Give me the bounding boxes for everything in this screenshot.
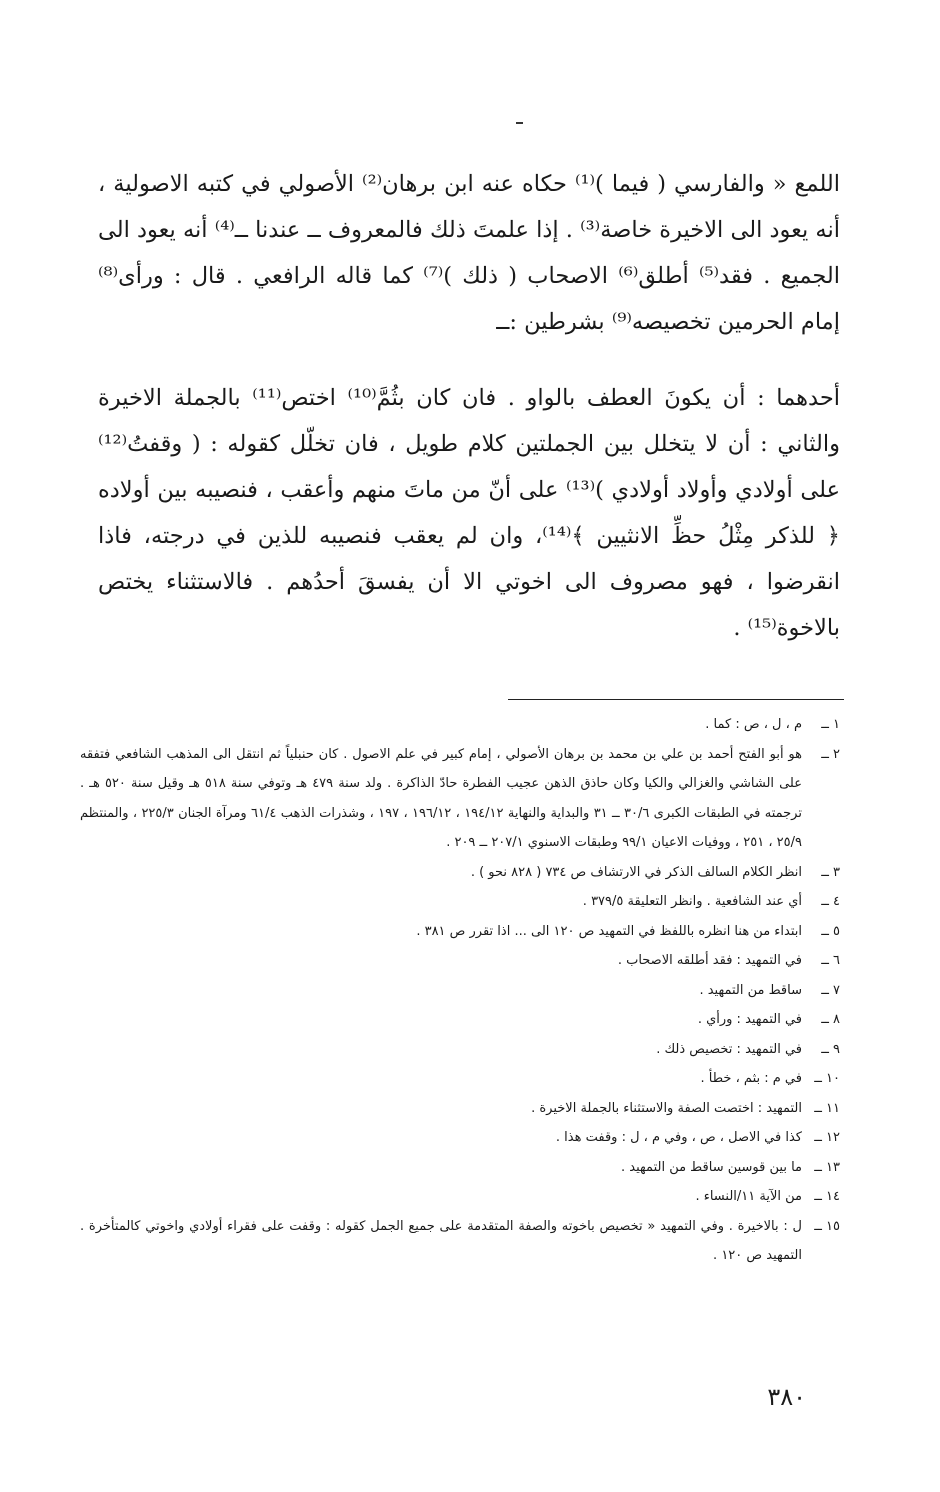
footnote-text: ابتداء من هنا انظره باللفظ في التمهيد ص ١٢٠ الى ... اذا تقرر ص ٣٨١ . xyxy=(416,923,802,939)
ink-mark xyxy=(516,122,523,124)
footnote-number: ٢ ــ xyxy=(821,746,840,762)
footnote xyxy=(80,1123,840,1153)
footnote xyxy=(80,1035,840,1065)
footnote-number: ١٥ ــ xyxy=(814,1218,840,1234)
body-paragraph-1: اللمع « والفارسي ( فيما )⁽¹⁾ حكاه عنه ابن برهان⁽²⁾ الأصولي في كتبه الاصولية ، أنه يعود الى الاخيرة خاصة⁽³⁾ . إذا علمتَ ذلك فالمعروف ــ عندنا ــ⁽⁴⁾ أنه يعود الى الجميع . فقد⁽⁵⁾ أطلق⁽⁶⁾ الاصحاب ( ذلك )⁽⁷⁾ كما قاله الرافعي . قال : ورأى⁽⁸⁾ إمام الحرمين تخصيصه⁽⁹⁾ بشرطين :ــ xyxy=(98,170,840,335)
footnote xyxy=(80,917,840,947)
footnote-text: ما بين قوسين ساقط من التمهيد . xyxy=(621,1159,802,1175)
footnote xyxy=(80,887,840,917)
footnote-number: ٣ ــ xyxy=(821,864,840,880)
footnote-text: ل : بالاخيرة . وفي التمهيد « تخصيص باخوته والصفة المتقدمة على جميع الجمل كقوله : وقفت على فقراء أولادي واخوتي كالمتأخرة . التمهيد ص ١٢٠ . xyxy=(80,1218,802,1263)
footnote xyxy=(80,1212,840,1271)
footnote-text: في التمهيد : ورأي . xyxy=(697,1012,802,1027)
footnote-number: ٧ ــ xyxy=(821,982,840,998)
footnote-text: كذا في الاصل ، ص ، وفي م ، ل : وقفت هذا . xyxy=(555,1130,802,1145)
footnote xyxy=(80,1094,840,1124)
footnote-number: ١ ــ xyxy=(821,717,840,732)
footnote-text: التمهيد : اختصت الصفة والاستثناء بالجملة الاخيرة . xyxy=(531,1100,802,1116)
footnotes-list xyxy=(80,710,840,1271)
footnote-number: ١٤ ــ xyxy=(814,1189,840,1204)
footnote xyxy=(80,1064,840,1094)
footnote-text: من الآية ١١/النساء . xyxy=(695,1189,802,1204)
footnote-text: هو أبو الفتح أحمد بن علي بن محمد بن برهان الأصولي ، إمام كبير في علم الاصول . كان حنبلياً ثم انتقل الى المذهب الشافعي فتفقه على الشاشي والغزالي والكيا وكان حاذق الذهن عجيب الفطرة حادّ الذاكرة . ولد سنة ٤٧٩ هـ وتوفي سنة ٥١٨ هـ وقيل سنة ٥٢٠ هـ . ترجمته في الطبقات الكبرى ٣٠/٦ ــ ٣١ والبداية والنهاية ١٩٤/١٢ ، ١٩٦/١٢ ، ١٩٧ ، وشذرات الذهب ٦١/٤ ومرآة الجنان ٢٢٥/٣ ، والمنتظم ٢٥/٩ ، ٢٥١ ، ووفيات الاعيان ٩٩/١ وطبقات الاسنوي ٢٠٧/١ ــ ٢٠٩ . xyxy=(80,746,802,850)
footnote-text: انظر الكلام السالف الذكر في الارتشاف ص ٧٣٤ ( ٨٢٨ نحو ) . xyxy=(470,864,802,880)
footnote-text: ساقط من التمهيد . xyxy=(699,982,802,998)
footnote-text: في م : بثم ، خطأ . xyxy=(700,1071,802,1086)
body-paragraph-2: أحدهما : أن يكونَ العطف بالواو . فان كان بثُمَّ⁽¹⁰⁾ اختص⁽¹¹⁾ بالجملة الاخيرة والثاني : أن لا يتخلل بين الجملتين كلام طويل ، فان تخلّل كقوله : ( وقفتُ⁽¹²⁾ على أولادي وأولاد أولادي )⁽¹³⁾ على أنّ من ماتَ منهم وأعقب ، فنصيبه بين أولاده ﴿ للذكر مِثْلُ حظِّ الانثيين ﴾⁽¹⁴⁾، وان لم يعقب فنصيبه للذين في درجته، فاذا انقرضوا ، فهو مصروف الى اخوتي الا أن يفسقَ أحدُهم . فالاستثناء يختص بالاخوة⁽¹⁵⁾ . xyxy=(98,384,840,641)
footnote-text: في التمهيد : فقد أطلقه الاصحاب . xyxy=(617,953,802,968)
footnote-number: ٤ ــ xyxy=(821,894,840,909)
footnote-number: ١٣ ــ xyxy=(814,1159,840,1175)
footnote xyxy=(80,1153,840,1183)
footnote xyxy=(80,1005,840,1035)
footnote-number: ١١ ــ xyxy=(814,1100,840,1116)
page-number: ٣٨٠ xyxy=(767,1383,806,1411)
footnote xyxy=(80,976,840,1006)
footnote xyxy=(80,740,840,858)
footnote xyxy=(80,946,840,976)
footnote-separator xyxy=(508,699,844,700)
footnote-text: م ، ل ، ص : كما . xyxy=(705,717,802,732)
footnote-number: ٦ ــ xyxy=(821,953,840,968)
footnote-text: أي عند الشافعية . وانظر التعليقة ٣٧٩/٥ . xyxy=(582,894,802,909)
footnote-number: ١٠ ــ xyxy=(814,1071,840,1086)
footnote-text: في التمهيد : تخصيص ذلك . xyxy=(656,1041,802,1057)
footnote-number: ٥ ــ xyxy=(821,923,840,939)
footnote-number: ٨ ــ xyxy=(821,1012,840,1027)
footnote xyxy=(80,858,840,888)
footnote-number: ١٢ ــ xyxy=(814,1130,840,1145)
footnote xyxy=(80,1182,840,1212)
footnote-number: ٩ ــ xyxy=(821,1041,840,1057)
footnote xyxy=(80,710,840,740)
